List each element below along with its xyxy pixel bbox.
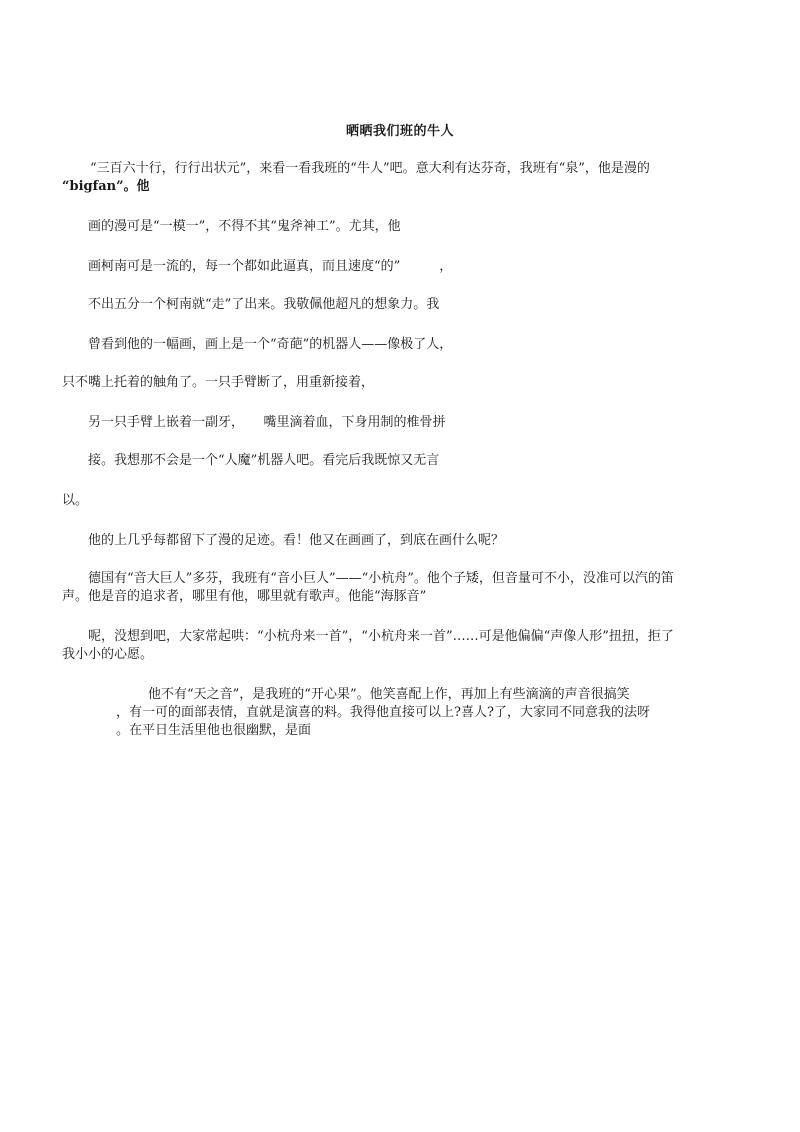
text-line: 接。我想那不会是一个“人魔”机器人吧。看完后我既惊又无言 bbox=[88, 453, 440, 468]
text-line: “bigfan”。他 bbox=[62, 179, 150, 194]
text-line: 德国有“音大巨人”多芬，我班有“音小巨人”——“小杭舟”。他个子矮，但音量可不小，没准可以汽的笛 bbox=[88, 571, 674, 586]
text-line: 不出五分一个柯南就“走”了出来。我敬佩他超凡的想象力。我 bbox=[88, 297, 440, 312]
text-line: “三百六十行，行行出状元”，来看一看我班的“牛人”吧。意大利有达芬奇，我班有“泉”，他是漫的 bbox=[90, 161, 650, 176]
text-line: 我小小的心愿。 bbox=[62, 647, 154, 662]
text-line: 呢，没想到吧，大家常起哄：“小杭舟来一首”，“小杭舟来一首”……可是他偏偏“声像人形”扭扭，拒了 bbox=[88, 629, 674, 644]
text-line: 他不有“天之音”，是我班的“开心果”。他笑喜配上作，再加上有些滴滴的声音很搞笑 bbox=[148, 687, 630, 702]
text-line: ，有一可的面部表情，直就是演喜的料。我得他直接可以上?喜人?了，大家同不同意我的法呀 bbox=[116, 705, 650, 720]
text-line: 曾看到他的一幅画，画上是一个“奇葩”的机器人——像极了人， bbox=[88, 337, 453, 352]
text-line: 只不嘴上托着的触角了。一只手臂断了，用重新接着， bbox=[62, 375, 375, 390]
text-line: 以。 bbox=[62, 493, 89, 508]
text-line: 他的上几乎每都留下了漫的足迹。看！他又在画画了，到底在画什么呢？ bbox=[88, 533, 505, 548]
text-line: 另一只手臂上嵌着一副牙， 嘴里滴着血，下身用制的椎骨拼 bbox=[88, 415, 446, 430]
text-line: 画的漫可是“一模一”，不得不其“鬼斧神工”。尤其，他 bbox=[88, 219, 401, 234]
text-line: 声。他是音的追求者，哪里有他，哪里就有歌声。他能“海豚音” bbox=[62, 589, 427, 604]
document-title: 晒晒我们班的牛人 bbox=[345, 124, 454, 139]
text-line: 。在平日生活里他也很幽默，是面 bbox=[116, 723, 312, 738]
text-line: 画柯南可是一流的，每一个都如此逼真，而且速度“的” ， bbox=[88, 259, 453, 274]
paragraph-1 bbox=[90, 160, 650, 178]
